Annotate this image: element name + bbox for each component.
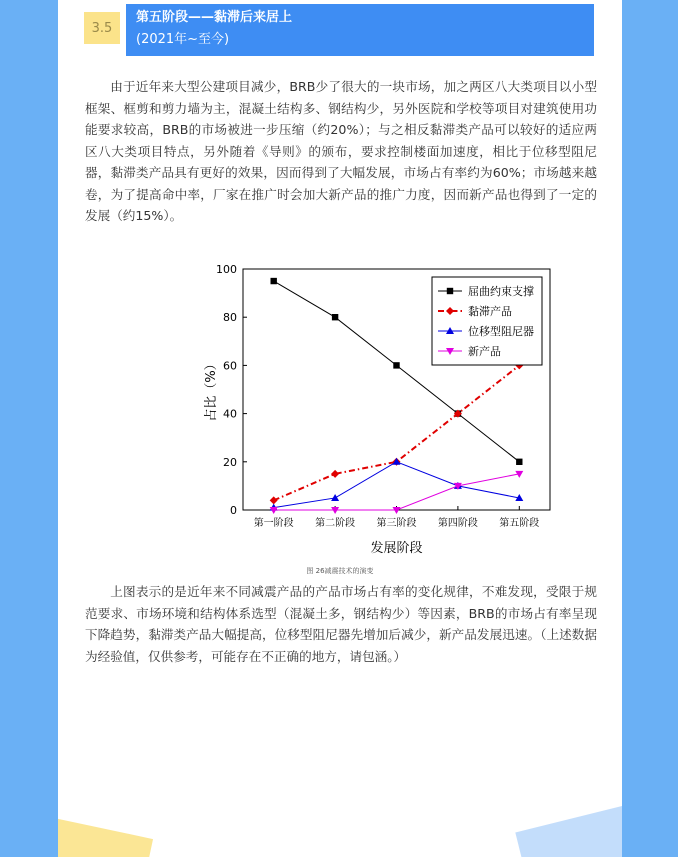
x-tick-label: 第二阶段 [315,518,356,529]
section-number-badge: 3.5 [84,12,120,44]
y-tick-label: 40 [223,407,237,421]
legend-marker-1 [447,288,453,294]
y-tick-label: 60 [223,359,237,373]
figure-caption: 图 26减震技术的演变 [306,567,374,575]
decorative-corner-blue [515,804,622,857]
data-point-s1-3 [393,362,399,368]
data-point-s1-5 [516,459,522,465]
series-line-4 [274,474,520,510]
data-point-s1-1 [271,278,277,284]
legend-label-2: 黏滞产品 [468,305,512,318]
article-page [58,0,622,857]
x-axis-label: 发展阶段 [370,541,423,556]
decorative-corner-yellow [58,816,153,857]
y-tick-label: 100 [216,263,237,276]
y-axis-label: 占比（%） [204,357,219,422]
y-tick-label: 0 [230,504,237,517]
section-period: (2021年~至今) [136,32,230,47]
data-point-s2-1 [270,496,278,504]
data-point-s1-2 [332,314,338,320]
x-tick-label: 第五阶段 [499,518,540,529]
paragraph-intro: 由于近年来大型公建项目减少，BRB少了很大的一块市场，加之两区八大类项目以小型框架、框剪和剪力墙为主，混凝土结构多、钢结构少，另外医院和学校等项目对建筑使用功能要求较高，BRB的市场被进一步压缩（约20%）；与之相反黏滞类产品可以较好的适应两区八大类项目特点，另外随着《导则》的颁布，要求控制楼面加速度，相比于位移型阻尼器，黏滞类产品具有更好的效果，因而得到了大幅发展，市场占有率约为60%；市场越来越卷，为了提高命中率，厂家在推广时会加大新产品的推广力度，因而新产品也得到了一定的发展（约15%）。 [85,79,597,223]
series-line-3 [274,462,520,508]
y-tick-label: 80 [223,311,237,325]
section-header [126,4,594,56]
data-point-s3-2 [331,494,339,501]
x-tick-label: 第一阶段 [253,518,294,529]
legend-label-1: 屈曲约束支撑 [468,285,534,298]
legend-label-4: 新产品 [468,345,501,358]
legend-label-3: 位移型阻尼器 [468,325,534,338]
market-share-chart [136,254,556,560]
plot-area [203,263,550,556]
paragraph-analysis: 上图表示的是近年来不同减震产品的产品市场占有率的变化规律，不难发现，受限于规范要求、市场环境和结构体系选型（混凝土多，钢结构少）等因素，BRB的市场占有率呈现下降趋势，黏滞类产品大幅提高，位移型阻尼器先增加后减少，新产品发展迅速。（上述数据为经验值，仅供参考，可能存在不正确的地方，请包涵。） [85,584,597,664]
x-tick-label: 第四阶段 [437,518,478,529]
section-title: 第五阶段——黏滞后来居上 [136,10,293,25]
x-tick-label: 第三阶段 [376,518,417,529]
y-tick-label: 20 [223,455,237,469]
data-point-s2-2 [331,470,339,478]
